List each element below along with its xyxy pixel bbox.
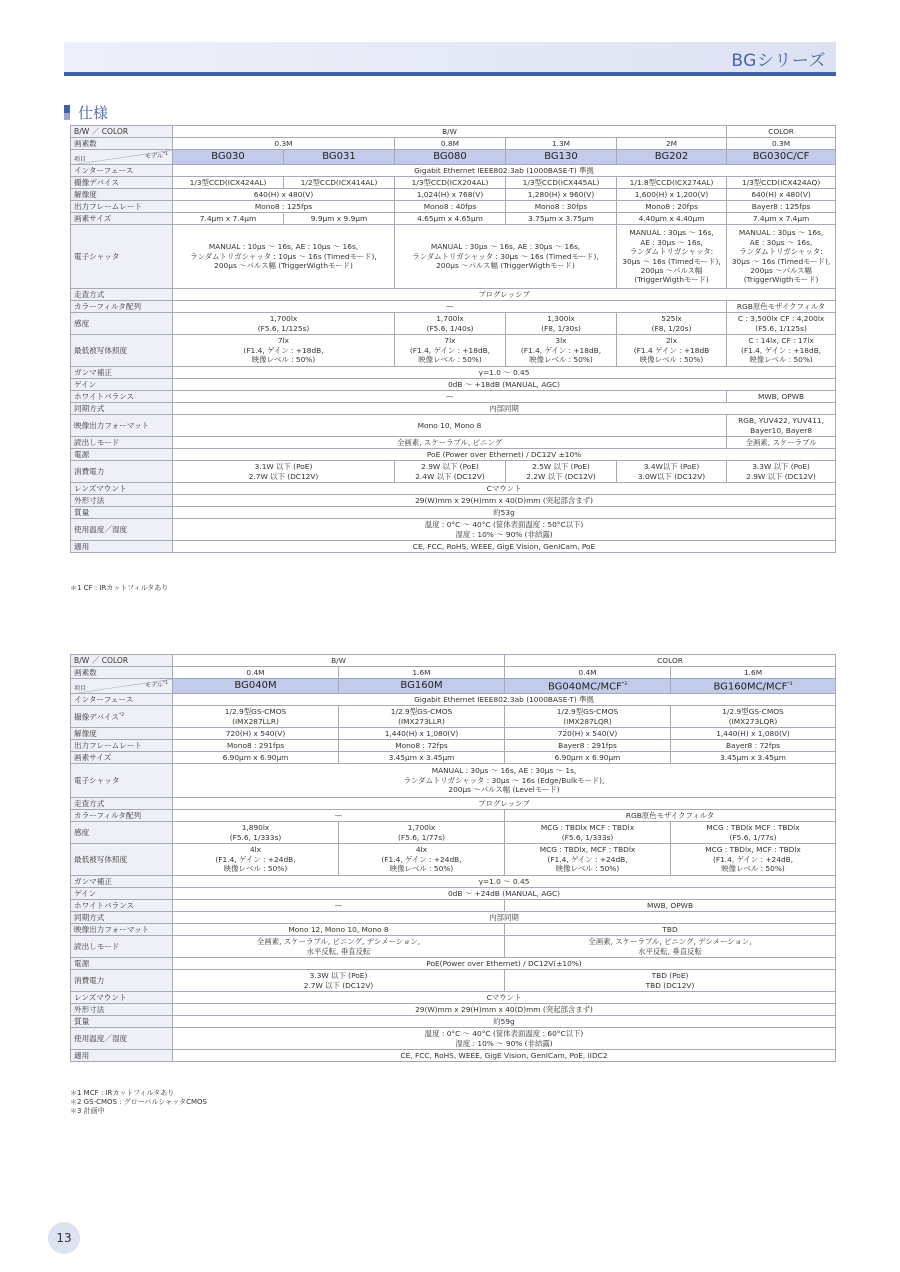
table-cell: 29(W)mm x 29(H)mm x 40(D)mm (突起部含まず) (173, 1004, 836, 1016)
table-cell: 約53g (173, 507, 836, 519)
section-marker-icon (64, 105, 70, 120)
table-cell: Bayer8 : 72fps (671, 740, 836, 752)
table-cell: 3.75μm x 3.75μm (506, 213, 617, 225)
table-cell: γ=1.0 ～ 0.45 (173, 367, 836, 379)
table-row (71, 1028, 836, 1050)
table-row (71, 888, 836, 900)
table-cell: Bayer8 : 291fps (505, 740, 671, 752)
row-label: 感度 (71, 822, 173, 844)
table-cell: 4.65μm x 4.65μm (395, 213, 506, 225)
row-label: 消費電力 (71, 461, 173, 483)
row-label: 出力フレームレート (71, 201, 173, 213)
table-cell: 7.4μm x 7.4μm (173, 213, 284, 225)
table-cell: PoE(Power over Ethernet) / DC12V(±10%) (173, 958, 836, 970)
table-cell: MANUAL : 30μs ～ 16s, AE : 30μs ～ 16s, ランダムトリガシャッタ: 30μs ～ 16s (Timedモード), 200μs ～パルス幅 (TriggerWigthモード) (617, 225, 727, 289)
table-cell: 0.4M (505, 667, 671, 679)
table-cell: 640(H) x 480(V) (173, 189, 395, 201)
row-label: 画素数 (71, 667, 173, 679)
table-row (71, 706, 836, 728)
table-row (71, 844, 836, 876)
header-band (64, 42, 836, 72)
table-cell: 2lx (F1.4 ゲイン : +18dB 映像レベル : 50%) (617, 335, 727, 367)
table-row (71, 1016, 836, 1028)
table-cell: 約59g (173, 1016, 836, 1028)
table-cell: 1/1.8型CCD(ICX274AL) (617, 177, 727, 189)
table-cell: MCG : TBDlx, MCF : TBDlx (F1.4, ゲイン : +24dB, 映像レベル : 50%) (671, 844, 836, 876)
table-row (71, 958, 836, 970)
model-name: BG160MC/MCF$^{*3}$ (671, 679, 836, 694)
row-label: 適用 (71, 1050, 173, 1062)
table-cell: 525lx (F8, 1/20s) (617, 313, 727, 335)
table-row (71, 165, 836, 177)
table-row (71, 483, 836, 495)
table-row (71, 541, 836, 553)
table-row (71, 437, 836, 449)
table-row (71, 126, 836, 138)
row-label: 読出しモード (71, 936, 173, 958)
table-cell: B/W (173, 655, 505, 667)
row-label: 画素数 (71, 138, 173, 150)
table-cell: 1,700lx (F5.6, 1/125s) (173, 313, 395, 335)
table-row (71, 367, 836, 379)
section-heading (64, 102, 108, 123)
model-name: BG202 (617, 150, 727, 165)
table-cell: MANUAL : 30μs ～ 16s, AE : 30μs ～ 1s, ランダムトリガシャッタ : 30μs ～ 16s (Edge/Bulkモード), 200μs ～パルス幅 (Levelモード) (173, 764, 836, 798)
table-row (71, 289, 836, 301)
table-cell: 6.90μm x 6.90μm (505, 752, 671, 764)
row-label: 質量 (71, 507, 173, 519)
row-label: 解像度 (71, 189, 173, 201)
row-label: 電源 (71, 449, 173, 461)
table-cell: 2.9W 以下 (PoE) 2.4W 以下 (DC12V) (395, 461, 506, 483)
table-row (71, 301, 836, 313)
model-label: モデル$^{*1}$ (145, 152, 168, 160)
table-cell: 3lx (F1.4, ゲイン : +18dB, 映像レベル : 50%) (506, 335, 617, 367)
table-cell: 2.5W 以下 (PoE) 2.2W 以下 (DC12V) (506, 461, 617, 483)
row-label: ホワイトバランス (71, 900, 173, 912)
table-cell: 1/2.9型GS-CMOS (IMX273LQR) (671, 706, 836, 728)
table-cell: 1,024(H) x 768(V) (395, 189, 506, 201)
table-row (71, 461, 836, 483)
series-title: BGシリーズ (731, 51, 826, 71)
row-label: 撮像デバイス (71, 177, 173, 189)
row-label: 出力フレームレート (71, 740, 173, 752)
table-row (71, 822, 836, 844)
row-label: 電子シャッタ (71, 225, 173, 289)
item-model-header (71, 679, 173, 694)
model-name: BG040MC/MCF$^{*3}$ (505, 679, 671, 694)
table-cell: C : 3,500lx CF : 4,200lx (F5.6, 1/125s) (727, 313, 836, 335)
table-cell: Cマウント (173, 992, 836, 1004)
table-cell: RGB原色モザイクフィルタ (727, 301, 836, 313)
table-row (71, 519, 836, 541)
table-cell: 6.90μm x 6.90μm (173, 752, 339, 764)
row-label: 解像度 (71, 728, 173, 740)
row-label: 最低被写体照度 (71, 335, 173, 367)
table-row (71, 177, 836, 189)
table-cell: 7.4μm x 7.4μm (727, 213, 836, 225)
table-cell: Mono8 : 40fps (395, 201, 506, 213)
table-cell: MCG : TBDlx MCF : TBDlx (F5.6, 1/333s) (505, 822, 671, 844)
table-cell: 3.3W 以下 (PoE) 2.7W 以下 (DC12V) (173, 970, 505, 992)
table-cell: 3.3W 以下 (PoE) 2.9W 以下 (DC12V) (727, 461, 836, 483)
table-row (71, 1050, 836, 1062)
table-cell: RGB, YUV422, YUV411, Bayer10, Bayer8 (727, 415, 836, 437)
model-name: BG130 (506, 150, 617, 165)
footnote: ＊1 MCF : IRカットフィルタあり (70, 1089, 175, 1097)
table-row (71, 403, 836, 415)
row-label: カラーフィルタ配列 (71, 810, 173, 822)
table-cell: Mono8 : 125fps (173, 201, 395, 213)
table-cell: 3.45μm x 3.45μm (339, 752, 505, 764)
row-label: インターフェース (71, 165, 173, 177)
footnote: ＊2 GS-CMOS : グローバルシャッタCMOS (70, 1098, 207, 1106)
table-row (71, 495, 836, 507)
table-row (71, 912, 836, 924)
table-cell: TBD (505, 924, 836, 936)
header-rule (64, 72, 836, 76)
table-cell: 全画素, スケーラブル, ビニング, デシメーション, 水平反転, 垂直反転 (173, 936, 505, 958)
table-cell: 1.3M (506, 138, 617, 150)
table-cell: B/W (173, 126, 727, 138)
table-cell: 全画素, スケーラブル (727, 437, 836, 449)
table-cell: MANUAL : 30μs ～ 16s, AE : 30μs ～ 16s, ランダムトリガシャッタ : 30μs ～ 16s (Timedモード), 200μs ～パルス幅 (TriggerWigthモード) (395, 225, 617, 289)
row-label: ゲイン (71, 888, 173, 900)
table-cell: 内部同期 (173, 912, 836, 924)
row-label: ゲイン (71, 379, 173, 391)
table-cell: 全画素, スケーラブル, ビニング (173, 437, 727, 449)
table-row (71, 313, 836, 335)
row-label: B/W ／ COLOR (71, 655, 173, 667)
row-label: レンズマウント (71, 483, 173, 495)
table-cell: 温度 : 0°C ～ 40°C (筐体表面温度 : 50°C以下) 湿度 : 10% ～ 90% (非結露) (173, 519, 836, 541)
table-cell: 1/2.9型GS-CMOS (IMX287LQR) (505, 706, 671, 728)
table-cell: 4lx (F1.4, ゲイン : +24dB, 映像レベル : 50%) (173, 844, 339, 876)
table-cell: — (173, 301, 727, 313)
table-cell: 1/2.9型GS-CMOS (IMX287LLR) (173, 706, 339, 728)
row-label: カラーフィルタ配列 (71, 301, 173, 313)
table-row (71, 415, 836, 437)
table-cell: 内部同期 (173, 403, 836, 415)
table-cell: 640(H) x 480(V) (727, 189, 836, 201)
table-cell: 1,700lx (F5.6, 1/77s) (339, 822, 505, 844)
table-cell: 7lx (F1.4, ゲイン : +18dB, 映像レベル : 50%) (395, 335, 506, 367)
row-label: 画素サイズ (71, 752, 173, 764)
table-cell: 29(W)mm x 29(H)mm x 40(D)mm (突起部含まず) (173, 495, 836, 507)
table-cell: γ=1.0 ～ 0.45 (173, 876, 836, 888)
row-label: B/W ／ COLOR (71, 126, 173, 138)
spec-table-2 (70, 654, 836, 1062)
item-label: 項目 (74, 684, 87, 692)
table-cell: 温度 : 0°C ～ 40°C (筐体表面温度 : 60°C以下) 湿度 : 10% ～ 90% (非結露) (173, 1028, 836, 1050)
table-cell: C : 14lx, CF : 17lx (F1.4, ゲイン : +18dB, 映像レベル : 50%) (727, 335, 836, 367)
model-name: BG031 (284, 150, 395, 165)
table-cell: 0dB ～ +18dB (MANUAL, AGC) (173, 379, 836, 391)
table-cell: Gigabit Ethernet IEEE802.3ab (1000BASE-T) 準拠 (173, 694, 836, 706)
table-cell: MWB, OPWB (727, 391, 836, 403)
table-row (71, 900, 836, 912)
table-cell: 1,440(H) x 1,080(V) (339, 728, 505, 740)
table-cell: 720(H) x 540(V) (505, 728, 671, 740)
table-row (71, 992, 836, 1004)
table-cell: 9.9μm x 9.9μm (284, 213, 395, 225)
table-cell: 1,890lx (F5.6, 1/333s) (173, 822, 339, 844)
table-cell: — (173, 391, 727, 403)
table-cell: RGB原色モザイクフィルタ (505, 810, 836, 822)
table-row (71, 335, 836, 367)
table-cell: 1/3型CCD(ICX424AL) (173, 177, 284, 189)
table-cell: 1,300lx (F8, 1/30s) (506, 313, 617, 335)
table-cell: Mono8 : 72fps (339, 740, 505, 752)
row-label: 走査方式 (71, 289, 173, 301)
model-name: BG040M (173, 679, 339, 694)
item-model-header (71, 150, 173, 165)
table-row (71, 213, 836, 225)
table-cell: — (173, 810, 505, 822)
row-label: 撮像デバイス$^{*2}$ (71, 706, 173, 728)
table-cell: 1/3型CCD(ICX424AQ) (727, 177, 836, 189)
table-cell: MCG : TBDlx, MCF : TBDlx (F1.4, ゲイン : +24dB, 映像レベル : 50%) (505, 844, 671, 876)
table-row (71, 764, 836, 798)
row-label: 映像出力フォーマット (71, 415, 173, 437)
row-label: 適用 (71, 541, 173, 553)
table-cell: 1/2型CCD(ICX414AL) (284, 177, 395, 189)
table-row (71, 379, 836, 391)
table-cell: MANUAL : 10μs ～ 16s, AE : 10μs ～ 16s, ランダムトリガシャッタ : 10μs ～ 16s (Timedモード), 200μs ～パルス幅 (TriggerWigthモード) (173, 225, 395, 289)
footnotes-2 (70, 1089, 207, 1116)
table-row (71, 189, 836, 201)
table-row (71, 667, 836, 679)
table-cell: 1.6M (339, 667, 505, 679)
table-cell: 1/3型CCD(ICX445AL) (506, 177, 617, 189)
table-row (71, 752, 836, 764)
table-cell: Bayer8 : 125fps (727, 201, 836, 213)
table-cell: プログレッシブ (173, 798, 836, 810)
table-cell: 0.4M (173, 667, 339, 679)
row-label: ガンマ補正 (71, 367, 173, 379)
table-row (71, 150, 836, 165)
row-label: 電子シャッタ (71, 764, 173, 798)
row-label: 使用温度／湿度 (71, 519, 173, 541)
table-cell: COLOR (727, 126, 836, 138)
table-row (71, 655, 836, 667)
table-cell: CE, FCC, RoHS, WEEE, GigE Vision, GenICam, PoE, IIDC2 (173, 1050, 836, 1062)
table-cell: MANUAL : 30μs ～ 16s, AE : 30μs ～ 16s, ランダムトリガシャッタ: 30μs ～ 16s (Timedモード), 200μs ～パルス幅 (TriggerWigthモード) (727, 225, 836, 289)
table-cell: Mono 10, Mono 8 (173, 415, 727, 437)
row-label: 走査方式 (71, 798, 173, 810)
table-cell: プログレッシブ (173, 289, 836, 301)
model-name: BG030C/CF (727, 150, 836, 165)
table-cell: 4.40μm x 4.40μm (617, 213, 727, 225)
table-cell: 3.45μm x 3.45μm (671, 752, 836, 764)
row-label: 画素サイズ (71, 213, 173, 225)
item-label: 項目 (74, 155, 87, 163)
table-row (71, 970, 836, 992)
table-cell: 4lx (F1.4, ゲイン : +24dB, 映像レベル : 50%) (339, 844, 505, 876)
page-number: 13 (48, 1222, 80, 1254)
table-row (71, 876, 836, 888)
footnote: ＊1 CF : IRカットフィルタあり (70, 584, 169, 592)
table-row (71, 810, 836, 822)
table-cell: PoE (Power over Ethernet) / DC12V ±10% (173, 449, 836, 461)
row-label: 同期方式 (71, 403, 173, 415)
table-row (71, 728, 836, 740)
table-cell: 1,440(H) x 1,080(V) (671, 728, 836, 740)
table-cell: 0.3M (727, 138, 836, 150)
table-cell: 1/2.9型GS-CMOS (IMX273LLR) (339, 706, 505, 728)
table-row (71, 1004, 836, 1016)
row-label: 同期方式 (71, 912, 173, 924)
row-label: 電源 (71, 958, 173, 970)
table-cell: Mono 12, Mono 10, Mono 8 (173, 924, 505, 936)
table-cell: Cマウント (173, 483, 836, 495)
row-label: 読出しモード (71, 437, 173, 449)
table-cell: 1,280(H) x 960(V) (506, 189, 617, 201)
table-cell: Mono8 : 291fps (173, 740, 339, 752)
row-label: 感度 (71, 313, 173, 335)
table-cell: 0.8M (395, 138, 506, 150)
table-row (71, 201, 836, 213)
table-row (71, 449, 836, 461)
table-cell: Mono8 : 30fps (506, 201, 617, 213)
table-row (71, 694, 836, 706)
spec-table-1 (70, 125, 836, 553)
model-name: BG160M (339, 679, 505, 694)
table-cell: 全画素, スケーラブル, ビニング, デシメーション, 水平反転, 垂直反転 (505, 936, 836, 958)
table-cell: Mono8 : 20fps (617, 201, 727, 213)
table-cell: 3.4W以下 (PoE) 3.0W以下 (DC12V) (617, 461, 727, 483)
table-cell: COLOR (505, 655, 836, 667)
table-cell: 1,600(H) x 1,200(V) (617, 189, 727, 201)
table-row (71, 507, 836, 519)
table-row (71, 138, 836, 150)
table-row (71, 391, 836, 403)
table-cell: 1/3型CCD(ICX204AL) (395, 177, 506, 189)
table-cell: CE, FCC, RoHS, WEEE, GigE Vision, GenICam, PoE (173, 541, 836, 553)
row-label: 最低被写体照度 (71, 844, 173, 876)
row-label: 使用温度／湿度 (71, 1028, 173, 1050)
row-label: レンズマウント (71, 992, 173, 1004)
model-label: モデル$^{*1}$ (145, 681, 168, 689)
footnote: ＊3 計画中 (70, 1107, 105, 1115)
table-cell: 7lx (F1.4, ゲイン : +18dB, 映像レベル : 50%) (173, 335, 395, 367)
model-name: BG030 (173, 150, 284, 165)
row-label: インターフェース (71, 694, 173, 706)
table-cell: 0dB ～ +24dB (MANUAL, AGC) (173, 888, 836, 900)
table-cell: — (173, 900, 505, 912)
row-label: ホワイトバランス (71, 391, 173, 403)
table-cell: Gigabit Ethernet IEEE802.3ab (1000BASE-T) 準拠 (173, 165, 836, 177)
table-cell: 1.6M (671, 667, 836, 679)
table-row (71, 679, 836, 694)
table-cell: 0.3M (173, 138, 395, 150)
table-cell: 2M (617, 138, 727, 150)
table-row (71, 740, 836, 752)
table-cell: MWB, OPWB (505, 900, 836, 912)
table-row (71, 936, 836, 958)
table-row (71, 798, 836, 810)
footnotes-1 (70, 584, 168, 593)
row-label: 消費電力 (71, 970, 173, 992)
row-label: 外形寸法 (71, 1004, 173, 1016)
row-label: 映像出力フォーマット (71, 924, 173, 936)
row-label: 質量 (71, 1016, 173, 1028)
table-cell: 3.1W 以下 (PoE) 2.7W 以下 (DC12V) (173, 461, 395, 483)
table-row (71, 924, 836, 936)
row-label: ガンマ補正 (71, 876, 173, 888)
model-name: BG080 (395, 150, 506, 165)
table-cell: 1,700lx (F5.6, 1/40s) (395, 313, 506, 335)
table-row (71, 225, 836, 289)
table-cell: TBD (PoE) TBD (DC12V) (505, 970, 836, 992)
table-cell: MCG : TBDlx MCF : TBDlx (F5.6, 1/77s) (671, 822, 836, 844)
table-cell: 720(H) x 540(V) (173, 728, 339, 740)
section-title: 仕様 (78, 104, 109, 122)
row-label: 外形寸法 (71, 495, 173, 507)
